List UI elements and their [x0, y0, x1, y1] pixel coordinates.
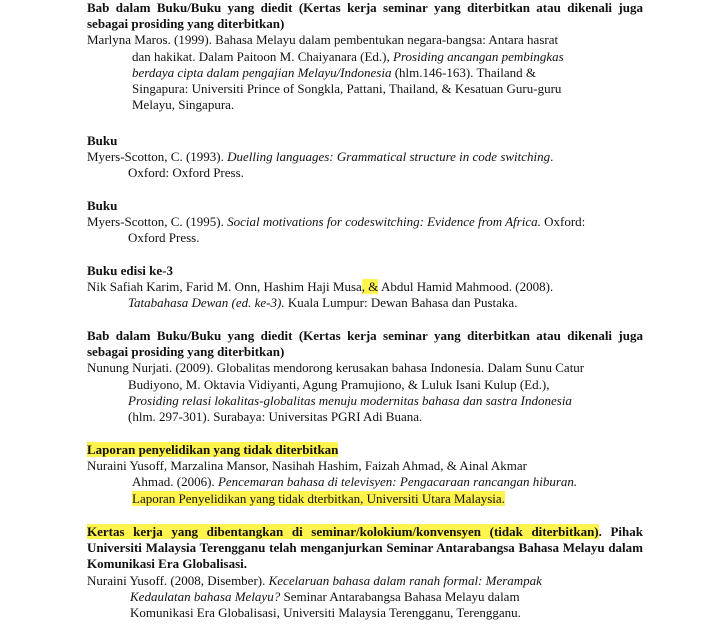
highlight: Kertas kerja yang dibentangkan di seminar/kolokium/konvensyen (tidak diterbitkan): [87, 524, 599, 539]
ref-section: [87, 198, 643, 247]
ref-line: Komunikasi Era Globalisasi, Universiti Malaysia Terengganu, Terengganu.: [130, 605, 521, 621]
ref-section: [87, 524, 643, 621]
ref-line: Nuraini Yusoff. (2008, Disember). Kecelaruan bahasa dalam ranah formal: Merampak: [87, 572, 542, 588]
ref-line: Ahmad. (2006). Pencemaran bahasa di televisyen: Pengacaraan rancangan hiburan.: [132, 474, 578, 490]
ref-section: [87, 328, 643, 425]
ref-line: Marlyna Maros. (1999). Bahasa Melayu dalam pembentukan negara-bangsa: Antara hasrat: [87, 32, 559, 48]
ref-section: [87, 0, 643, 113]
ref-line: dan hakikat. Dalam Paitoon M. Chaiyanara (Ed.), Prosiding ancangan pembingkas: [132, 48, 564, 64]
ref-section: [87, 133, 643, 182]
ref-line: Kedaulatan bahasa Melayu? Seminar Antarabangsa Bahasa Melayu dalam: [130, 588, 520, 604]
ref-line: berdaya cipta dalam pengajian Melayu/Indonesia (hlm.146-163). Thailand &: [132, 64, 537, 80]
highlight: , &: [361, 279, 379, 295]
ref-line: Myers-Scotton, C. (1995). Social motivations for codeswitching: Evidence from Africa. Oxford:: [87, 214, 586, 230]
ref-line: Myers-Scotton, C. (1993). Duelling languages: Grammatical structure in code switching.: [87, 149, 554, 165]
section-heading: Kertas kerja yang dibentangkan di seminar/kolokium/konvensyen (tidak diterbitkan). Pihak Universiti Malaysia Terengganu telah menganjurkan Seminar Antarabangsa Bahasa Melayu dalam Komunikasi Era Globalisasi.: [87, 524, 643, 572]
section-heading: Bab dalam Buku/Buku yang diedit (Kertas kerja seminar yang diterbitkan atau dikenali juga sebagai prosiding yang diterbitkan): [87, 0, 643, 32]
ref-line: Nunung Nurjati. (2009). Globalitas mendorong kerusakan bahasa Indonesia. Dalam Sunu Catur: [87, 360, 585, 376]
ref-section: [87, 263, 643, 312]
ref-line: Oxford: Oxford Press.: [128, 165, 244, 181]
ref-line: Budiyono, M. Oktavia Vidiyanti, Agung Pramujiono, & Luluk Isani Kulup (Ed.),: [128, 376, 550, 392]
ref-line: Oxford Press.: [128, 230, 200, 246]
ref-line: Singapura: Universiti Prince of Songkla, Pattani, Thailand, & Kesatuan Guru-guru: [132, 81, 562, 97]
section-heading: Buku: [87, 133, 118, 148]
ref-line: (hlm. 297-301). Surabaya: Universitas PGRI Adi Buana.: [128, 409, 423, 425]
ref-line: Nuraini Yusoff, Marzalina Mansor, Nasihah Hashim, Faizah Ahmad, & Ainal Akmar: [87, 458, 527, 474]
ref-line: Melayu, Singapura.: [132, 97, 235, 113]
ref-line: Prosiding relasi lokalitas-globalitas menuju modernitas bahasa dan sastra Indonesia: [128, 392, 572, 408]
section-heading: [87, 442, 643, 458]
section-heading: Buku: [87, 198, 118, 213]
ref-line: Tatabahasa Dewan (ed. ke-3). Kuala Lumpur: Dewan Bahasa dan Pustaka.: [128, 295, 518, 311]
section-heading: Buku edisi ke-3: [87, 263, 173, 278]
highlight: Laporan Penyelidikan yang tidak dterbitkan, Universiti Utara Malaysia.: [132, 490, 505, 506]
highlight: Laporan penyelidikan yang tidak diterbitkan: [87, 442, 339, 457]
ref-line: [87, 491, 643, 507]
section-heading: Bab dalam Buku/Buku yang diedit (Kertas kerja seminar yang diterbitkan atau dikenali juga sebagai prosiding yang diterbitkan): [87, 328, 643, 360]
ref-line: Nik Safiah Karim, Farid M. Onn, Hashim Haji Musa, & Abdul Hamid Mahmood. (2008).: [87, 279, 554, 295]
ref-section: [87, 442, 643, 507]
